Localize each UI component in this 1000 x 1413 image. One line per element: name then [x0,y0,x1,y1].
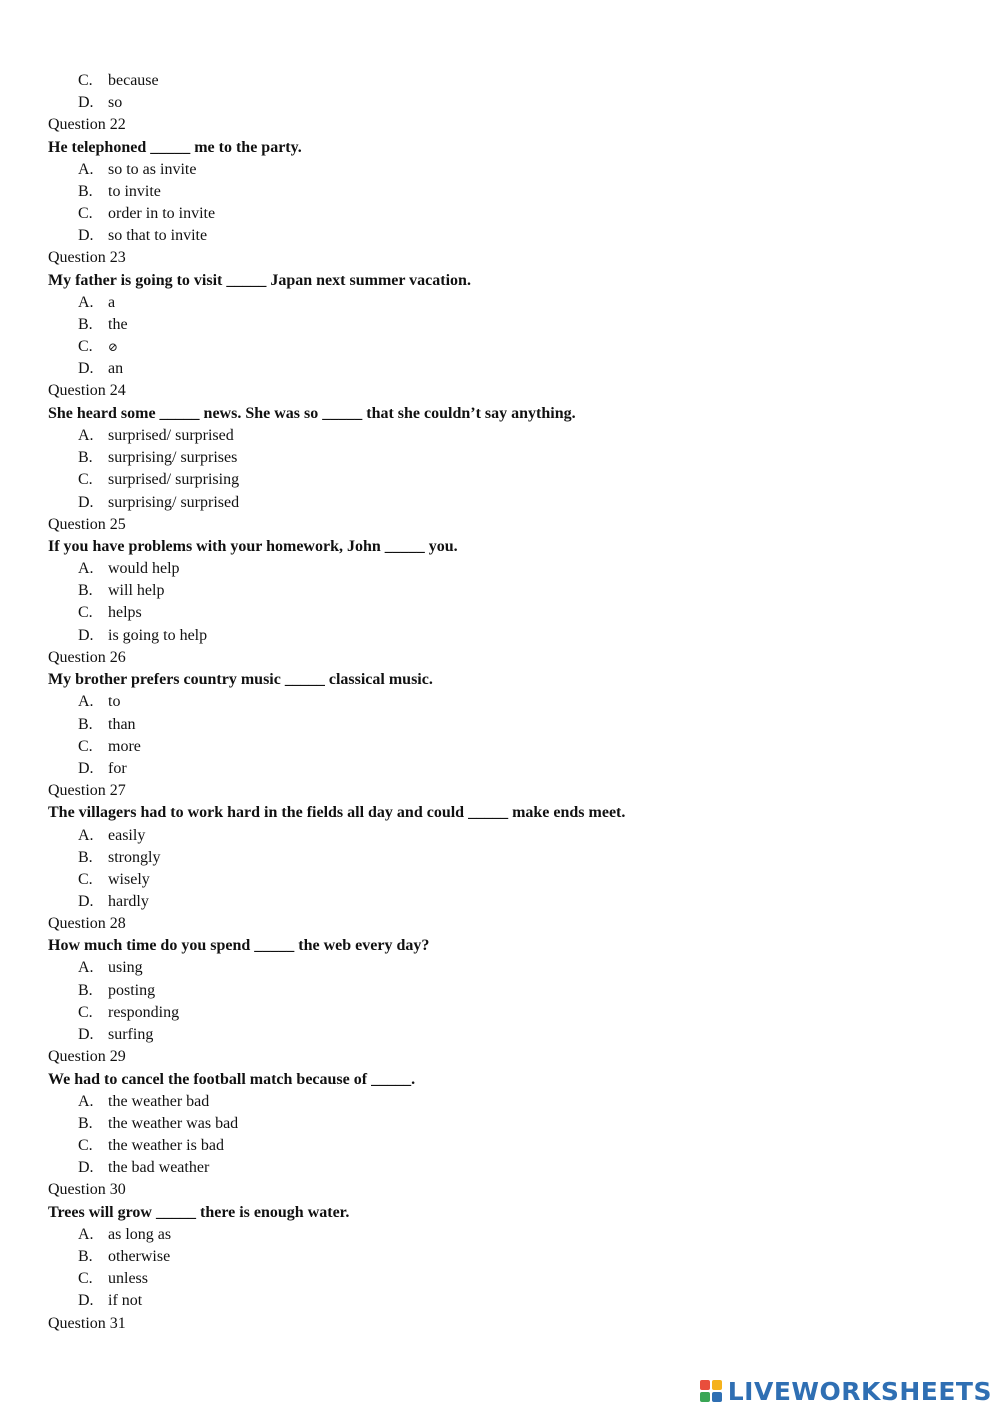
option-letter: D. [78,94,94,111]
option-d[interactable] [78,358,123,380]
question-label: Question 26 [48,649,126,666]
question-text: The villagers had to work hard in the fields all day and could _____ make ends meet. [48,804,626,821]
option-b[interactable] [78,447,237,469]
option-letter: B. [78,849,93,866]
question-label: Question 24 [48,382,126,399]
option-text: posting [108,982,156,999]
option-text: if not [108,1292,143,1309]
question-text: He telephoned _____ me to the party. [48,139,302,156]
option-letter: A. [78,693,94,710]
option-letter: C. [78,338,93,355]
option-letter: C. [78,471,93,488]
option-b[interactable] [78,181,161,203]
option-letter: C. [78,72,93,89]
option-b[interactable] [78,1113,238,1135]
logo-square [700,1380,710,1390]
option-c[interactable] [78,336,118,358]
option-letter: B. [78,1115,93,1132]
option-letter: B. [78,982,93,999]
logo-wordmark: LIVEWORKSHEETS [727,1376,992,1406]
option-prev-d [78,92,122,114]
question-text: My father is going to visit _____ Japan next summer vacation. [48,272,471,289]
option-letter: D. [78,760,94,777]
option-letter: C. [78,1004,93,1021]
option-letter: D. [78,360,94,377]
option-letter: D. [78,1159,94,1176]
option-text: surprising/ surprises [108,449,238,466]
option-d[interactable] [78,1157,209,1179]
option-a[interactable] [78,292,115,314]
option-letter: A. [78,827,94,844]
option-letter: A. [78,1093,94,1110]
option-text: a [108,294,116,311]
option-text: will help [108,582,165,599]
option-a[interactable] [78,558,180,580]
option-letter: A. [78,294,94,311]
option-text: so [108,94,123,111]
option-d[interactable] [78,891,149,913]
option-a[interactable] [78,825,145,847]
option-text: hardly [108,893,149,910]
option-text: order in to invite [108,205,216,222]
option-text: unless [108,1270,148,1287]
option-text: because [108,72,159,89]
option-text: responding [108,1004,180,1021]
option-text: ⊘ [108,340,119,354]
option-letter: B. [78,582,93,599]
option-text: strongly [108,849,161,866]
option-letter: D. [78,227,94,244]
question-label: Question 28 [48,915,126,932]
question-label: Question 25 [48,516,126,533]
option-a[interactable] [78,1091,209,1113]
logo-square [700,1392,710,1402]
logo-square [712,1380,722,1390]
option-text: the weather bad [108,1093,210,1110]
option-letter: C. [78,205,93,222]
question-text: Trees will grow _____ there is enough water. [48,1204,350,1221]
option-b[interactable] [78,714,136,736]
option-d[interactable] [78,225,207,247]
option-text: to [108,693,121,710]
option-letter: C. [78,738,93,755]
option-letter: C. [78,1137,93,1154]
option-a[interactable] [78,957,143,979]
option-letter: D. [78,893,94,910]
question-text: She heard some _____ news. She was so _____ that she couldn’t say anything. [48,405,576,422]
option-b[interactable] [78,980,155,1002]
option-text: to invite [108,183,161,200]
option-letter: B. [78,183,93,200]
question-label: Question 22 [48,116,126,133]
logo-squares-icon [700,1380,722,1402]
option-c[interactable] [78,736,141,758]
question-label: Question 31 [48,1315,126,1332]
option-a[interactable] [78,159,196,181]
option-text: an [108,360,124,377]
question-text: We had to cancel the football match because of _____. [48,1071,416,1088]
option-letter: C. [78,1270,93,1287]
option-letter: C. [78,604,93,621]
option-d[interactable] [78,1290,142,1312]
option-text: the [108,316,128,333]
option-a[interactable] [78,691,120,713]
option-letter: A. [78,427,94,444]
option-text: easily [108,827,146,844]
option-letter: C. [78,871,93,888]
option-text: surfing [108,1026,154,1043]
question-text: How much time do you spend _____ the web every day? [48,937,430,954]
option-text: surprising/ surprised [108,494,240,511]
question-label: Question 30 [48,1181,126,1198]
option-letter: A. [78,959,94,976]
option-b[interactable] [78,1246,170,1268]
option-a[interactable] [78,425,234,447]
option-text: surprised/ surprising [108,471,240,488]
option-letter: B. [78,449,93,466]
option-text: otherwise [108,1248,171,1265]
option-b[interactable] [78,847,160,869]
option-letter: D. [78,1292,94,1309]
question-label: Question 23 [48,249,126,266]
question-label: Question 29 [48,1048,126,1065]
option-text: would help [108,560,180,577]
option-d[interactable] [78,492,239,514]
option-a[interactable] [78,1224,171,1246]
option-d[interactable] [78,758,127,780]
option-d[interactable] [78,1024,153,1046]
question-label: Question 27 [48,782,126,799]
option-c[interactable] [78,469,239,491]
option-text: more [108,738,141,755]
option-c[interactable] [78,203,215,225]
liveworksheets-logo [700,1377,992,1405]
question-text: If you have problems with your homework, John _____ you. [48,538,458,555]
option-text: for [108,760,127,777]
option-letter: A. [78,1226,94,1243]
option-letter: D. [78,627,94,644]
option-letter: B. [78,1248,93,1265]
option-c[interactable] [78,602,142,624]
option-text: using [108,959,143,976]
option-text: so to as invite [108,161,197,178]
option-text: so that to invite [108,227,208,244]
option-d[interactable] [78,625,207,647]
option-text: surprised/ surprised [108,427,234,444]
option-letter: B. [78,316,93,333]
option-c[interactable] [78,869,150,891]
option-letter: A. [78,560,94,577]
option-c[interactable] [78,1135,224,1157]
option-text: as long as [108,1226,172,1243]
option-c[interactable] [78,1002,179,1024]
option-text: the weather is bad [108,1137,224,1154]
option-text: than [108,716,136,733]
option-text: helps [108,604,142,621]
logo-square [712,1392,722,1402]
option-letter: D. [78,494,94,511]
option-b[interactable] [78,580,164,602]
option-text: wisely [108,871,150,888]
option-text: the bad weather [108,1159,210,1176]
option-prev-c [78,70,159,92]
option-text: is going to help [108,627,208,644]
option-c[interactable] [78,1268,148,1290]
question-text: My brother prefers country music _____ classical music. [48,671,433,688]
option-letter: A. [78,161,94,178]
option-letter: B. [78,716,93,733]
option-letter: D. [78,1026,94,1043]
option-text: the weather was bad [108,1115,239,1132]
option-b[interactable] [78,314,128,336]
